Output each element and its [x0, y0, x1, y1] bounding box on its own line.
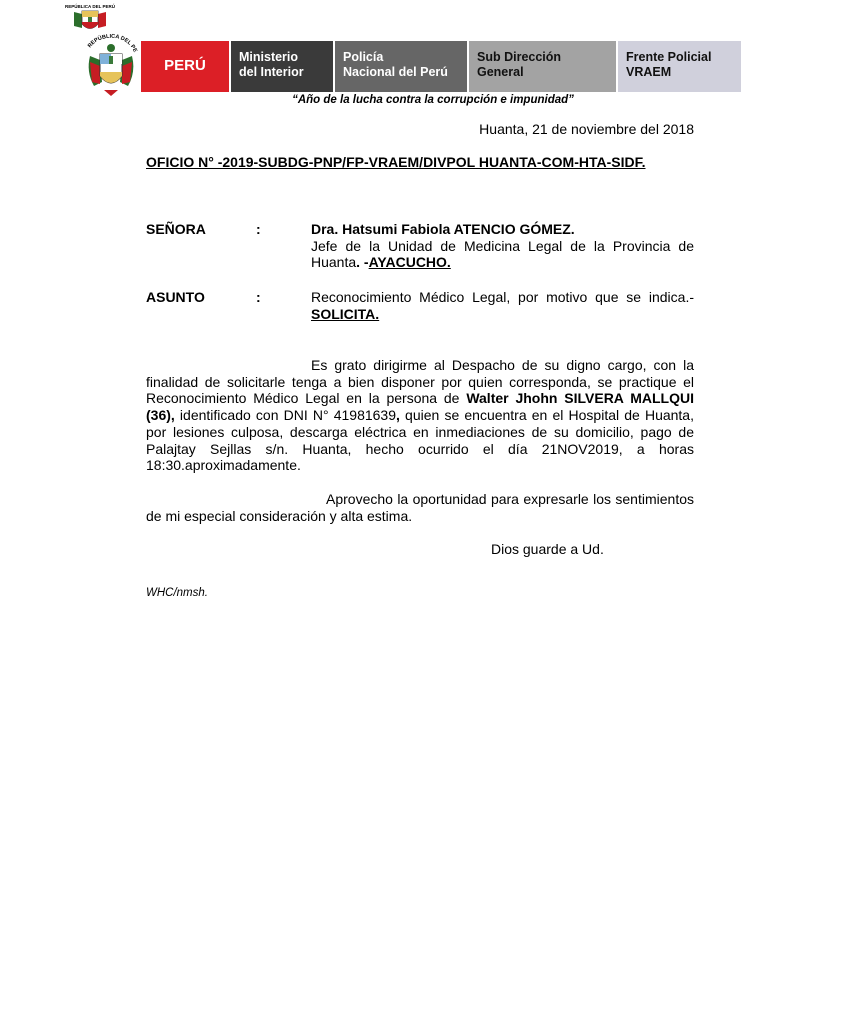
asunto-label: ASUNTO	[146, 289, 205, 305]
addressee-name: Dra. Hatsumi Fabiola ATENCIO GÓMEZ.	[311, 221, 575, 237]
crest-big-caption: REPÚBLICA DEL PE	[86, 33, 138, 54]
header-peru-label: PERÚ	[164, 57, 206, 74]
paragraph-request-a: Es grato dirigirme al Despacho de su digno cargo, con la finalidad de solicitarle tenga a bien disponer por quien corresponda, se practique el Reconocimiento Médico Legal en la persona de	[146, 357, 694, 407]
asunto-colon: :	[256, 289, 261, 305]
letter-date: Huanta, 21 de noviembre del 2018	[479, 121, 694, 137]
header-frente-line1: Frente Policial	[626, 50, 712, 64]
coat-of-arms-icon	[80, 32, 142, 98]
addressee-position	[311, 238, 694, 271]
header-ministerio-line2: del Interior	[239, 65, 304, 79]
header-policia-line1: Policía	[343, 50, 384, 64]
paragraph-request-comma: ,	[396, 407, 400, 424]
senora-label: SEÑORA	[146, 221, 206, 237]
header-subdireccion-line2: General	[477, 65, 524, 79]
paragraph-closing	[146, 491, 694, 524]
header-frente-line2: VRAEM	[626, 65, 672, 79]
asunto-emph: SOLICITA.	[311, 305, 380, 322]
header-subdireccion-block	[469, 41, 616, 92]
person-name: Walter Jhohn SILVERA MALLQUI (36),	[146, 390, 695, 424]
paragraph-request-b: identificado con DNI N° 41981639	[174, 407, 397, 424]
asunto-body: Reconocimiento Médico Legal, por motivo que se indica.-	[311, 289, 694, 305]
reference-initials: WHC/nmsh.	[146, 587, 208, 599]
oficio-number: OFICIO N° -2019-SUBDG-PNP/FP-VRAEM/DIVPOL HUANTA-COM-HTA-SIDF.	[146, 154, 646, 170]
addressee-region: AYACUCHO.	[368, 254, 451, 271]
header-peru-block	[141, 41, 229, 92]
addressee-dot: . -	[356, 254, 369, 271]
paragraph-request-c: quien se encuentra en el Hospital de Huanta, por lesiones culposa, descarga eléctrica en inmediaciones de su domicilio, pago de Palajtay Sejllas s/n. Huanta, hecho ocurrido el día 21NOV2019, a horas 18:30.aproximadamente.	[146, 407, 694, 474]
paragraph-request	[146, 357, 694, 474]
header-subdireccion-line1: Sub Dirección	[477, 50, 562, 64]
header-ministerio-block	[231, 41, 333, 92]
header-policia-line2: Nacional del Perú	[343, 65, 448, 79]
senora-colon: :	[256, 221, 261, 237]
crest-small-caption: REPÚBLICA DEL PERÚ	[64, 4, 116, 9]
closing-salutation: Dios guarde a Ud.	[491, 541, 604, 557]
coat-of-arms-small-icon	[64, 2, 116, 34]
paragraph-closing-text: Aprovecho la oportunidad para expresarle los sentimientos de mi especial consideración y alta estima.	[146, 491, 694, 524]
header-frente-block	[618, 41, 741, 92]
header-ministerio-line1: Ministerio	[239, 50, 299, 64]
header-policia-block	[335, 41, 467, 92]
year-motto: “Año de la lucha contra la corrupción e impunidad”	[292, 94, 574, 106]
addressee-block	[311, 221, 694, 271]
addressee-line: Jefe de la Unidad de Medicina Legal de la Provincia de Huanta	[311, 237, 694, 271]
asunto-text	[311, 289, 694, 322]
